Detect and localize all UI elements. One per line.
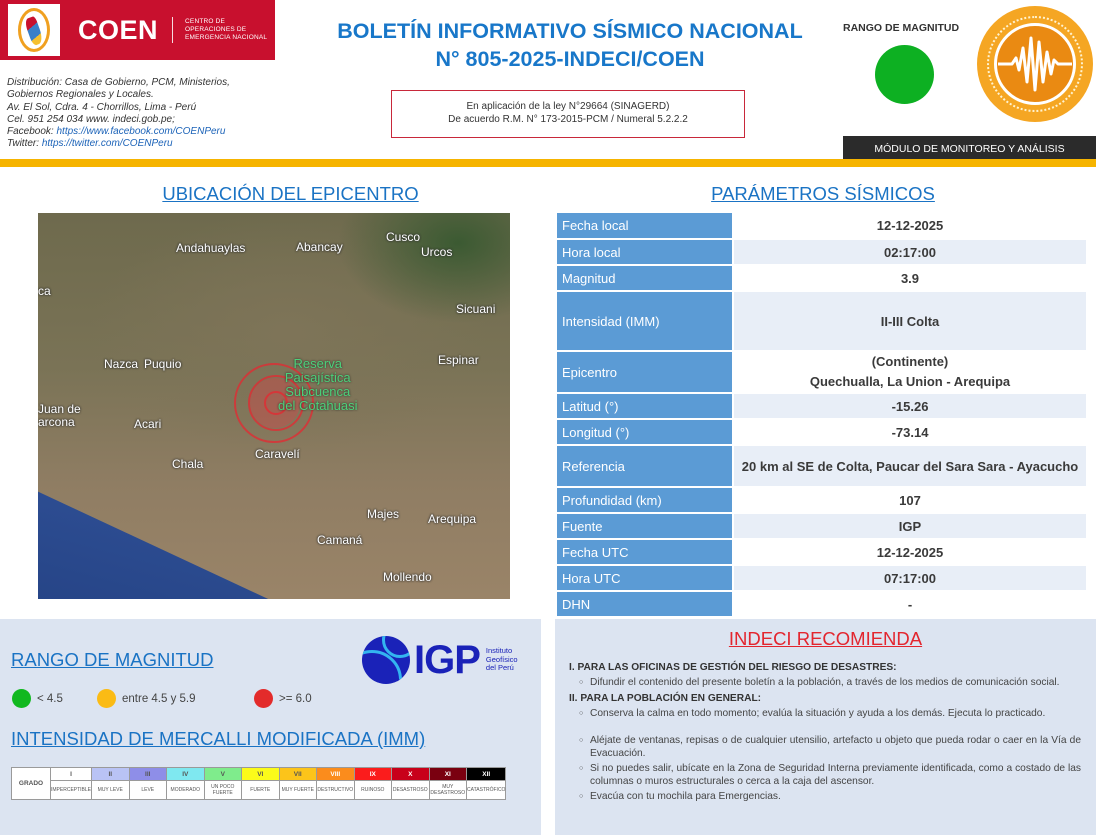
red-dot-icon [254, 689, 273, 708]
map-label: Cusco [386, 230, 421, 244]
table-row: DHN - [557, 591, 1086, 617]
table-row: Hora UTC 07:17:00 [557, 565, 1086, 591]
list-item: ○ Difundir el contenido del presente boletín a la población, a través de los medios de comunicación social. [579, 676, 1081, 689]
recommendations-list: I. PARA LAS OFICINAS DE GESTIÓN DEL RIESGO DE DESASTRES: ○ Difundir el contenido del presente boletín a la población, a través de los medios de comunicación social. II. PARA LA POBLACIÓN EN GENERAL: ○ Conserva la calma en todo momento; evalúa la situación y ayuda a los demás. Ejecuta lo practicado. ○ Aléjate de ventanas, repisas o de cualquier utensilio, artefacto u objeto que pueda rodar o caer en la Vía de Evacuación. ○ Si no puedes salir, ubícate en la Zona de Seguridad Interna previamente identificada, como a costado de las columnas o muros estructurales o cerca a la caja del ascensor. ○ Evacúa con tu mochila para Emergencias. [569, 661, 1081, 806]
imm-description-row: IMPERCEPTIBLE MUY LEVE LEVE MODERADO UN POCO FUERTE FUERTE MUY FUERTE DESTRUCTIVO RUINOSO DESASTROSO MUY DESASTROSO CATASTRÓFICO [12, 781, 506, 800]
reserve-label: Reserva Paisajística Subcuenca del Cotahuasi [278, 356, 358, 413]
list-item: ○ Conserva la calma en todo momento; evalúa la situación y ayuda a los demás. Ejecuta lo practicado. [579, 707, 1081, 720]
epicenter-map[interactable] [38, 213, 510, 599]
seismograph-logo-icon [977, 6, 1093, 122]
list-item: ○ Aléjate de ventanas, repisas o de cualquier utensilio, artefacto u objeto que pueda rodar o caer en la Vía de Evacuación. [579, 734, 1081, 760]
map-label: Espinar [438, 353, 479, 367]
ocean-area [38, 473, 510, 599]
list-item: ○ Evacúa con tu mochila para Emergencias. [579, 790, 1081, 803]
map-label: Mollendo [383, 570, 432, 584]
params-section-title: PARÁMETROS SÍSMICOS [711, 183, 935, 204]
header-divider [0, 159, 1096, 167]
table-row: Fecha UTC 12-12-2025 [557, 539, 1086, 565]
table-row: Fuente IGP [557, 513, 1086, 539]
coen-subtitle: CENTRO DE OPERACIONES DE EMERGENCIA NACIONAL [185, 18, 268, 41]
coen-logo-banner [0, 0, 275, 60]
list-item: ○ Si no puedes salir, ubícate en la Zona de Seguridad Interna previamente identificada, como a costado de las columnas o muros estructurales o cerca a la caja del ascensor. [579, 762, 1081, 788]
map-label: Andahuaylas [176, 241, 246, 255]
table-row: Intensidad (IMM) II-III Colta [557, 291, 1086, 351]
peru-emblem-icon [8, 4, 60, 56]
seismic-params-table [557, 213, 1086, 618]
coen-wordmark: COEN [78, 14, 159, 45]
igp-logo: IGP Instituto Geofísico del Perú [362, 636, 518, 684]
map-section-title: UBICACIÓN DEL EPICENTRO [162, 183, 419, 204]
facebook-link[interactable]: https://www.facebook.com/COENPeru [56, 126, 226, 138]
table-row: Latitud (°) -15.26 [557, 393, 1086, 419]
map-label: Majes [367, 507, 400, 521]
table-row: Fecha local 12-12-2025 [557, 213, 1086, 239]
magnitude-indicator-dot [875, 45, 934, 104]
table-row: Profundidad (km) 107 [557, 487, 1086, 513]
map-label: Urcos [421, 245, 453, 259]
map-label: ca [38, 284, 51, 298]
map-label: arcona [38, 415, 75, 429]
map-label: Chala [172, 457, 204, 471]
table-row: Magnitud 3.9 [557, 265, 1086, 291]
module-label-bar: MÓDULO DE MONITOREO Y ANÁLISIS [843, 136, 1096, 160]
yellow-dot-icon [97, 689, 116, 708]
imm-title: INTENSIDAD DE MERCALLI MODIFICADA (IMM) [11, 728, 426, 749]
mercalli-scale-table [11, 767, 506, 800]
map-label: Arequipa [428, 512, 477, 526]
magnitude-legend-title: RANGO DE MAGNITUD [11, 649, 214, 670]
map-label: Caravelí [255, 447, 300, 461]
map-label: Abancay [296, 240, 343, 254]
distribution-info: Distribución: Casa de Gobierno, PCM, Ministerios, Gobiernos Regionales y Locales. Av. El Sol, Cdra. 4 - Chorrillos, Lima - Perú Cel. 951 254 034 www. indeci.gob.pe; Facebook: https://www.facebook.com/COENPeru Twitter: https://twitter.com/COENPeru [7, 77, 230, 150]
bulletin-title: BOLETÍN INFORMATIVO SÍSMICO NACIONAL N° 805-2025-INDECI/COEN [337, 19, 803, 71]
recommendations-title: INDECI RECOMIENDA [728, 628, 923, 649]
imm-degree-row: GRADO I II III IV V VI VII VIII IX X XI XII [12, 768, 506, 781]
magnitude-range-label: RANGO DE MAGNITUD [843, 22, 960, 34]
table-row: Hora local 02:17:00 [557, 239, 1086, 265]
map-label: Acari [134, 417, 162, 431]
map-label: Camaná [317, 533, 363, 547]
table-row: Longitud (°) -73.14 [557, 419, 1086, 445]
divider [172, 17, 173, 43]
table-row: Epicentro (Continente) Quechualla, La Union - Arequipa [557, 351, 1086, 393]
table-row: Referencia 20 km al SE de Colta, Paucar del Sara Sara - Ayacucho [557, 445, 1086, 487]
igp-globe-icon [362, 636, 410, 684]
magnitude-legend: < 4.5 entre 4.5 y 5.9 >= 6.0 [12, 689, 312, 708]
map-label: Nazca [104, 357, 139, 371]
twitter-link[interactable]: https://twitter.com/COENPeru [41, 138, 173, 150]
green-dot-icon [12, 689, 31, 708]
map-label: Juan de [38, 402, 81, 416]
legal-reference-box: En aplicación de la ley N°29664 (SINAGERD) De acuerdo R.M. N° 173-2015-PCM / Numeral 5.2.2.2 [391, 90, 745, 138]
map-label: Puquio [144, 357, 182, 371]
map-label: Sicuani [456, 302, 496, 316]
